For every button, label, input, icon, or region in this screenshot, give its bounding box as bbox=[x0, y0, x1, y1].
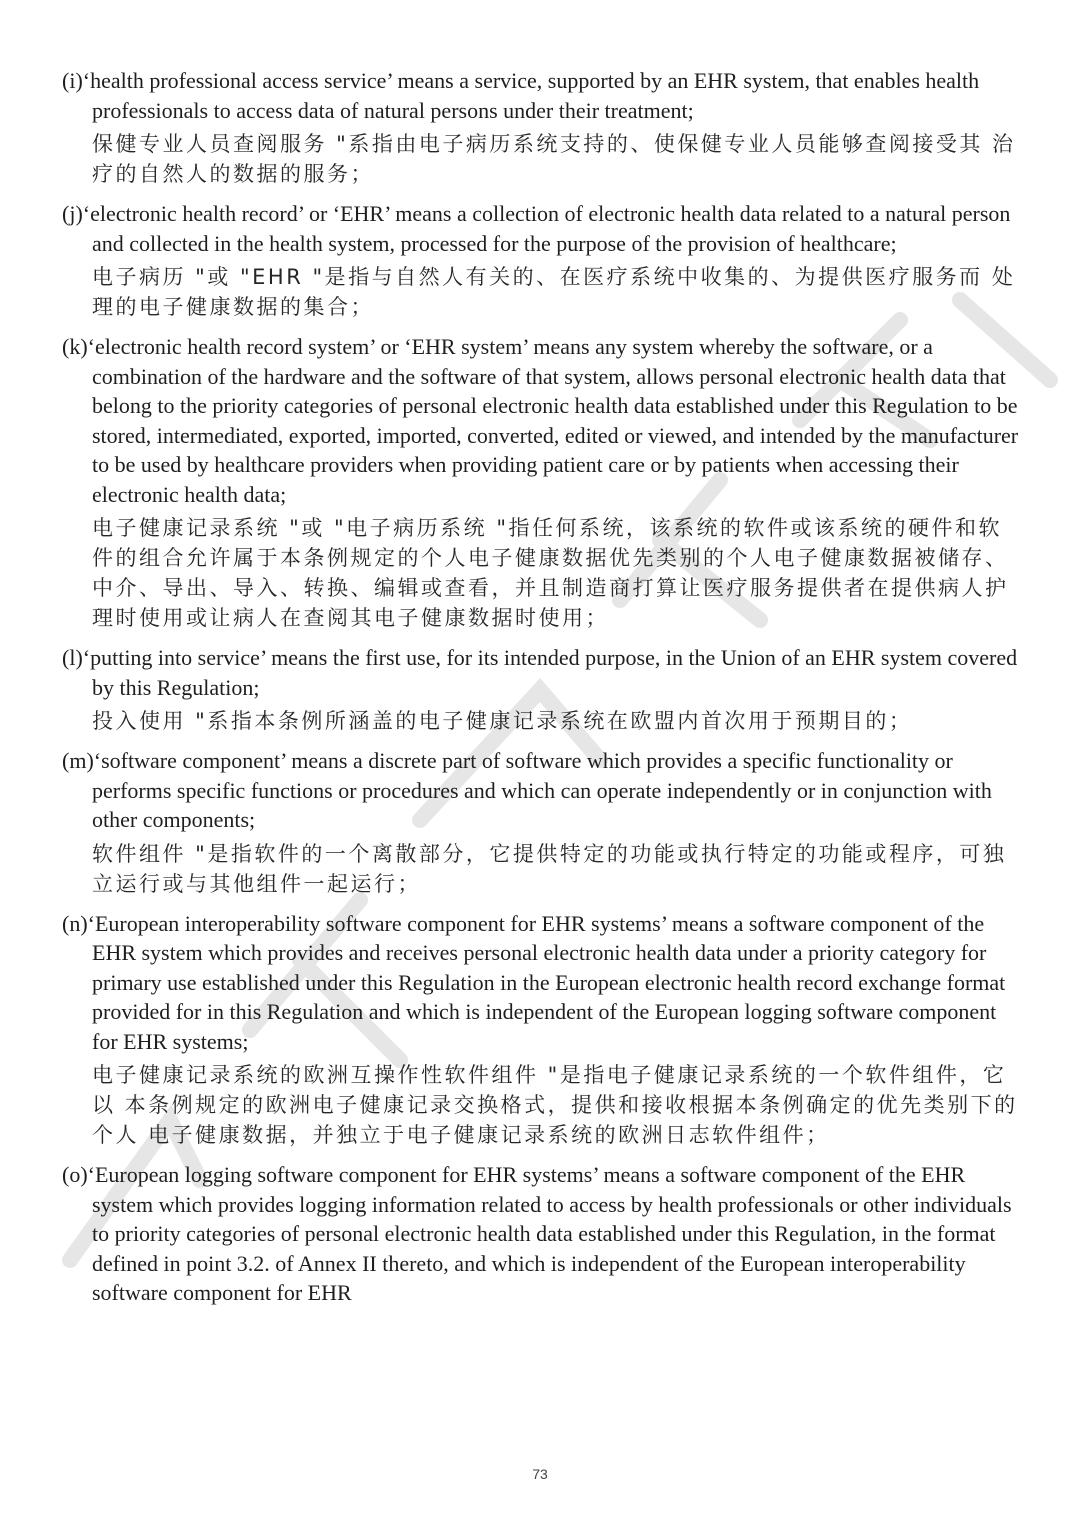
page-number: 73 bbox=[532, 1466, 548, 1482]
definition-en: (n)‘European interoperability software component for EHR systems’ means a software component of the EHR system which provides and receives personal electronic health data under a priority category for primary use established under this Regulation in the European electronic health record exchange format provided for in this Regulation and which is independent of the European logging software component for EHR systems; bbox=[62, 910, 1006, 1054]
definition-zh: 电子健康记录系统 "或 "电子病历系统 "指任何系统，该系统的软件或该系统的硬件和软件的组合允许属于本条例规定的个人电子健康数据优先类别的个人电子健康数据被储存、中介、导出、导入、转换、编辑或查看，并且制造商打算让医疗服务提供者在提供病人护理时使用或让病人在查阅其电子健康数据时使用； bbox=[92, 516, 1009, 630]
definition-item-m bbox=[62, 746, 1022, 899]
definition-zh: 软件组件 "是指软件的一个离散部分，它提供特定的功能或执行特定的功能或程序，可独立运行或与其他组件一起运行； bbox=[92, 841, 1007, 896]
definition-en: (l)‘putting into service’ means the first use, for its intended purpose, in the Union of an EHR system covered by this Regulation; bbox=[62, 645, 1018, 700]
definition-item-i bbox=[62, 66, 1022, 189]
definition-item-j bbox=[62, 199, 1022, 322]
definition-zh: 电子病历 "或 "EHR "是指与自然人有关的、在医疗系统中收集的、为提供医疗服务而 处理的电子健康数据的集合； bbox=[92, 265, 1016, 319]
definition-en: (o)‘European logging software component for EHR systems’ means a software component of the EHR system which provides logging information related to access by health professionals or other individuals to priority categories of personal electronic health data established under this Regulation, in the format defined in point 3.2. of Annex II thereto, and which is independent of the European interoperability software component for EHR bbox=[62, 1162, 1012, 1305]
definition-en: (k)‘electronic health record system’ or ‘EHR system’ means any system whereby the software, or a combination of the hardware and the software of that system, allows personal electronic health data that belong to the priority categories of personal electronic health data established under this Regulation to be stored, intermediated, exported, imported, converted, edited or viewed, and intended by the manufacturer to be used by healthcare providers when providing patient care or by patients when accessing their electronic health data; bbox=[62, 334, 1019, 507]
definition-item-l bbox=[62, 643, 1022, 736]
document-body bbox=[62, 66, 1022, 1318]
definition-zh: 电子健康记录系统的欧洲互操作性软件组件 "是指电子健康记录系统的一个软件组件，它以 本条例规定的欧洲电子健康记录交换格式，提供和接收根据本条例确定的优先类别下的个人 电子健康数据，并独立于电子健康记录系统的欧洲日志软件组件； bbox=[92, 1063, 1018, 1147]
definition-item-n bbox=[62, 909, 1022, 1151]
definition-en: (i)‘health professional access service’ means a service, supported by an EHR system, that enables health professionals to access data of natural persons under their treatment; bbox=[62, 68, 980, 123]
definition-en: (m)‘software component’ means a discrete part of software which provides a specific functionality or performs specific functions or procedures and which can operate independently or in conjunction with other components; bbox=[62, 748, 992, 832]
definition-item-k bbox=[62, 332, 1022, 633]
definition-zh: 投入使用 "系指本条例所涵盖的电子健康记录系统在欧盟内首次用于预期目的； bbox=[92, 709, 913, 733]
definition-item-o bbox=[62, 1160, 1022, 1308]
definition-zh: 保健专业人员查阅服务 "系指由电子病历系统支持的、使保健专业人员能够查阅接受其 治疗的自然人的数据的服务； bbox=[92, 132, 1016, 186]
definition-en: (j)‘electronic health record’ or ‘EHR’ means a collection of electronic health data related to a natural person and collected in the health system, processed for the purpose of the provision of healthcare; bbox=[62, 201, 1011, 256]
